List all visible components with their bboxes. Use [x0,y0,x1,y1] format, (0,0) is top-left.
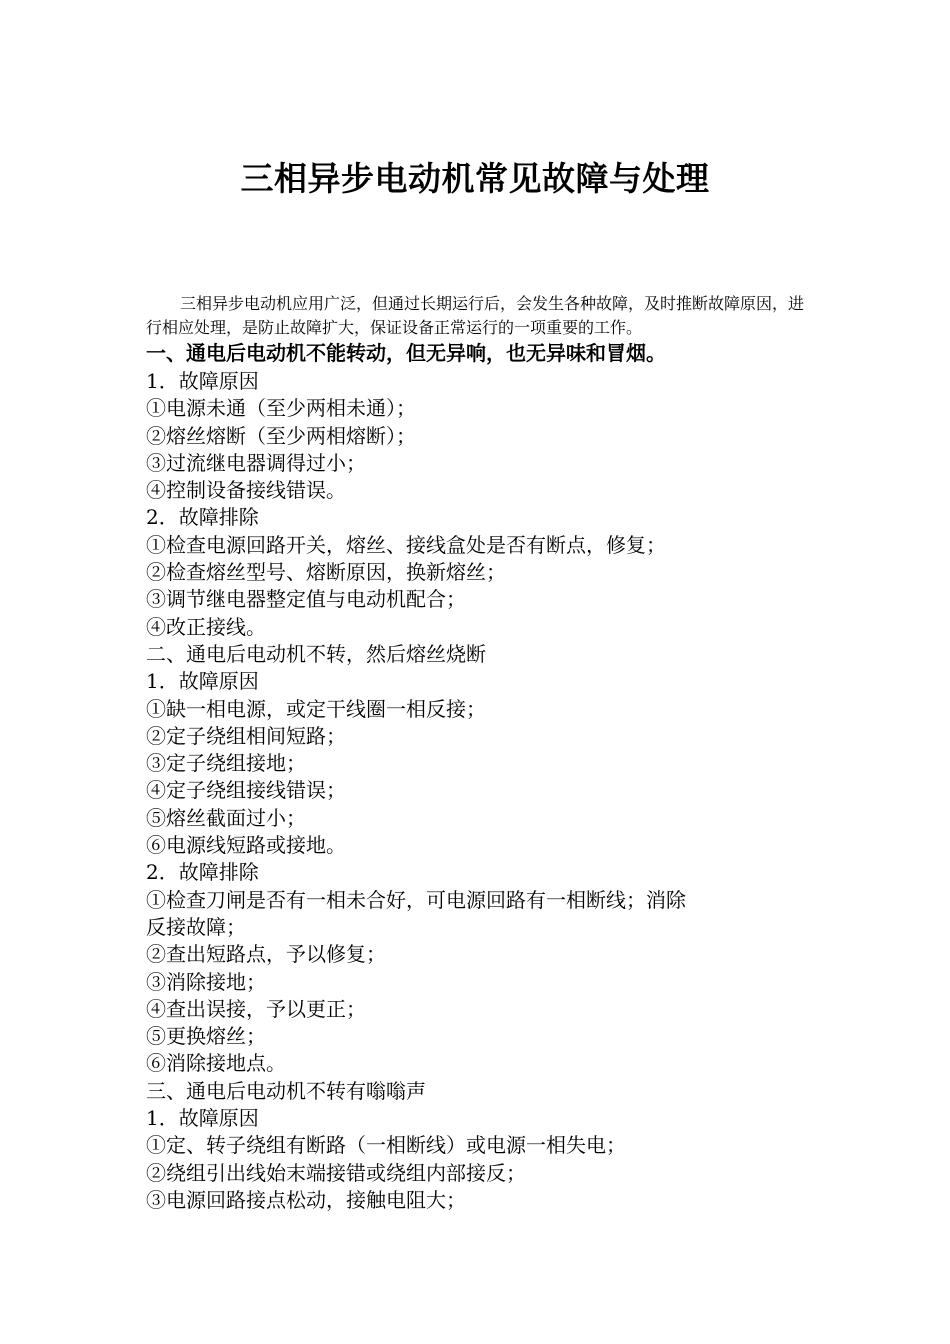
list-item: ③调节继电器整定值与电动机配合； [146,587,466,612]
list-item: ①缺一相电源，或定干线圈一相反接； [146,696,486,721]
list-item: ③过流继电器调得过小； [146,450,366,475]
list-item: ①检查电源回路开关，熔丝、接线盒处是否有断点，修复； [146,532,666,557]
section-heading-3: 三、通电后电动机不转有嗡嗡声 [146,1078,426,1103]
list-item: ③定子绕组接地； [146,751,306,776]
list-item: ⑥电源线短路或接地。 [146,833,346,858]
subheading-fixes: 2．故障排除 [146,860,259,885]
list-item: ③电源回路接点松动，接触电阻大； [146,1187,466,1212]
list-item: ④改正接线。 [146,614,266,639]
document-body [146,339,810,1214]
subheading-causes: 1．故障原因 [146,669,259,694]
list-item: ①定、转子绕组有断路（一相断线）或电源一相失电； [146,1133,626,1158]
document-title: 三相异步电动机常见故障与处理 [240,159,710,198]
list-item: ②熔丝熔断（至少两相熔断）； [146,423,416,448]
subheading-causes: 1．故障原因 [146,1106,259,1131]
subheading-fixes: 2．故障排除 [146,505,259,530]
list-item: ⑤熔丝截面过小； [146,805,306,830]
section-heading-1: 一、通电后电动机不能转动，但无异响，也无异味和冒烟。 [146,341,666,365]
list-item: ①检查刀闸是否有一相未合好，可电源回路有一相断线；消除 [146,887,686,912]
list-item: ④控制设备接线错误。 [146,478,346,503]
list-item: ①电源未通（至少两相未通）； [146,396,416,421]
list-item: ②绕组引出线始末端接错或绕组内部接反； [146,1160,526,1185]
list-item: ②查出短路点，予以修复； [146,942,386,967]
list-item: ⑤更换熔丝； [146,1024,266,1049]
section-heading-2: 二、通电后电动机不转，然后熔丝烧断 [146,641,486,666]
subheading-causes: 1．故障原因 [146,369,259,393]
list-item-continuation: 反接故障； [146,914,246,939]
list-item: ③消除接地； [146,969,266,994]
list-item: ④查出误接，予以更正； [146,996,366,1021]
list-item: ④定子绕组接线错误； [146,778,346,803]
list-item: ②定子绕组相间短路； [146,723,346,748]
intro-paragraph: 三相异步电动机应用广泛，但通过长期运行后，会发生各种故障，及时推断故障原因，进行相应处理，是防止故障扩大，保证设备正常运行的一项重要的工作。 [146,294,805,337]
list-item: ②检查熔丝型号、熔断原因，换新熔丝； [146,560,506,585]
list-item: ⑥消除接地点。 [146,1051,286,1076]
